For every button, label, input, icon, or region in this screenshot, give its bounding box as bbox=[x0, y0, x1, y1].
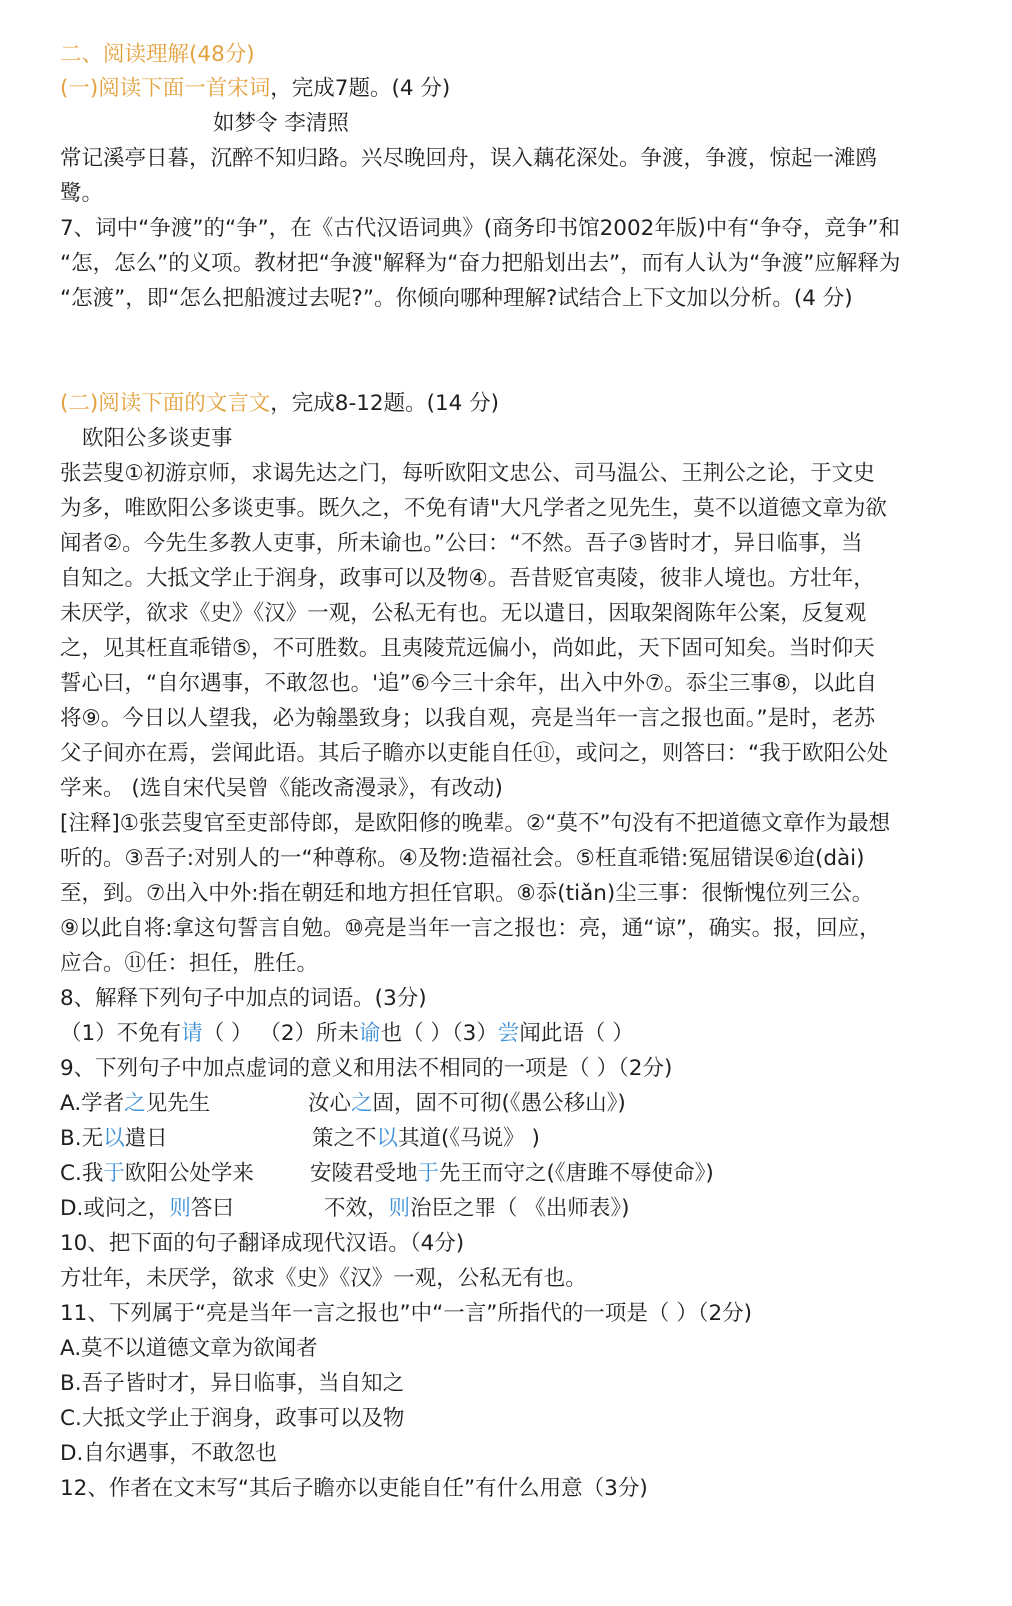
passage-title: 欧阳公多谈吏事 bbox=[82, 426, 233, 451]
part2-heading-rest: ，完成8-12题。(14 分) bbox=[270, 391, 500, 416]
q11-option: D.自尔遇事，不敢忽也 bbox=[60, 1441, 277, 1466]
option-text: 遣日 bbox=[124, 1126, 168, 1151]
notes-line: 至，到。⑦出入中外:指在朝廷和地方担任官职。⑧忝(tiǎn)尘三事：很惭愧位列三公。 bbox=[60, 881, 874, 906]
dotted-word: 于 bbox=[103, 1161, 125, 1186]
q8-items bbox=[60, 1016, 960, 1051]
option-text: 其道(《马说》 ) bbox=[398, 1126, 540, 1151]
passage-line: 将⑨。今日以人望我，必为翰墨致身；以我自观，亮是当年一言之报也面。”是时，老苏 bbox=[60, 706, 876, 731]
option-right bbox=[312, 1121, 540, 1156]
q8-text: 也（ ）（3） bbox=[380, 1021, 498, 1046]
passage-line: 张芸叟①初游京师，求谒先达之门，每听欧阳文忠公、司马温公、王荆公之论，于文史 bbox=[60, 461, 875, 486]
q11-stem: 11、下列属于“亮是当年一言之报也”中“一言”所指代的一项是（ ）（2分) bbox=[60, 1301, 753, 1326]
notes-line: [注释]①张芸叟官至吏部侍郎，是欧阳修的晚辈。②“莫不”句没有不把道德文章作为最想 bbox=[60, 811, 891, 836]
q8-text: 闻此语（ ） bbox=[519, 1021, 634, 1046]
q11-option: B.吾子皆时才，异日临事，当自知之 bbox=[60, 1371, 405, 1396]
q8-dotted-word: 谕 bbox=[359, 1021, 381, 1046]
q7-line: “怎，怎么”的义项。教材把“争渡"解释为“奋力把船划出去”，而有人认为“争渡”应解释为 bbox=[60, 251, 901, 276]
passage-line: 父子间亦在焉，尝闻此语。其后子瞻亦以吏能自任⑪，或问之，则答曰：“我于欧阳公处 bbox=[60, 741, 889, 766]
q8-text: （ ） （2）所未 bbox=[202, 1021, 360, 1046]
dotted-word: 以 bbox=[103, 1126, 125, 1151]
part2-heading-colored: (二)阅读下面的文言文 bbox=[60, 391, 271, 416]
q8-stem: 8、解释下列句子中加点的词语。(3分) bbox=[60, 986, 427, 1011]
option-text: 见先生 bbox=[145, 1091, 211, 1116]
notes-line: 应合。⑪任：担任，胜任。 bbox=[60, 951, 319, 976]
option-text: 汝心 bbox=[308, 1091, 352, 1116]
poem-line: 常记溪亭日暮，沉醉不知归路。兴尽晚回舟，误入藕花深处。争渡，争渡，惊起一滩鸥 bbox=[60, 146, 878, 171]
option-text: 策之不 bbox=[312, 1126, 377, 1151]
part2-heading bbox=[60, 386, 960, 421]
poem-title: 如梦令 李清照 bbox=[213, 111, 349, 136]
passage-line: 为多，唯欧阳公多谈吏事。既久之，不免有请"大凡学者之见先生，莫不以道德文章为欲 bbox=[60, 496, 887, 521]
passage-line: 自知之。大抵文学止于润身，政事可以及物④。吾昔贬官夷陵，彼非人境也。方壮年， bbox=[60, 566, 875, 591]
q11-option: A.莫不以道德文章为欲闻者 bbox=[60, 1336, 318, 1361]
passage-line: 闻者②。今先生多教人吏事，所未谕也。”公曰：“不然。吾子③皆时才，异日临事，当 bbox=[60, 531, 863, 556]
q7-line: 7、词中“争渡”的“争”，在《古代汉语词典》(商务印书馆2002年版)中有“争夺，竞争”和 bbox=[60, 216, 901, 241]
dotted-word: 则 bbox=[388, 1196, 411, 1221]
option-text: 治臣之罪（ 《出师表》) bbox=[410, 1196, 630, 1221]
q9-option-b bbox=[60, 1121, 960, 1156]
poem-line: 鹭。 bbox=[60, 181, 104, 206]
q12-stem: 12、作者在文末写“其后子瞻亦以吏能自任”有什么用意（3分) bbox=[60, 1476, 648, 1501]
option-right bbox=[310, 1156, 714, 1191]
q11-option: C.大抵文学止于润身，政事可以及物 bbox=[60, 1406, 405, 1431]
passage-line: 之，见其枉直乖错⑤，不可胜数。且夷陵荒远偏小，尚如此，天下固可知矣。当时仰天 bbox=[60, 636, 875, 661]
passage-line: 誓心曰，“自尔遇事，不敢忽也。'追”⑥今三十余年，出入中外⑦。忝尘三事⑧，以此自 bbox=[60, 671, 878, 696]
option-text: 不效， bbox=[324, 1196, 389, 1221]
q8-dotted-word: 尝 bbox=[497, 1021, 520, 1046]
option-right bbox=[308, 1086, 626, 1121]
option-text: 欧阳公处学来 bbox=[124, 1161, 254, 1186]
option-text: 安陵君受地 bbox=[310, 1161, 418, 1186]
option-text: 答曰 bbox=[190, 1196, 234, 1221]
q9-option-c bbox=[60, 1156, 960, 1191]
option-text: 固，固不可彻(《愚公移山》) bbox=[372, 1091, 626, 1116]
q10-sentence: 方壮年，未厌学，欲求《史》《汉》一观，公私无有也。 bbox=[60, 1266, 587, 1291]
q9-stem: 9、下列句子中加点虚词的意义和用法不相同的一项是（ ）（2分) bbox=[60, 1056, 673, 1081]
option-right bbox=[324, 1191, 630, 1226]
part1-heading-rest: ，完成7题。(4 分) bbox=[270, 76, 451, 101]
passage-line: 学来。 (选自宋代吴曾《能改斋漫录》，有改动) bbox=[60, 776, 503, 801]
passage-line: 未厌学，欲求《史》《汉》一观，公私无有也。无以遣日，因取架阁陈年公案，反复观 bbox=[60, 601, 867, 626]
q8-dotted-word: 请 bbox=[181, 1021, 203, 1046]
dotted-word: 于 bbox=[417, 1161, 440, 1186]
q7-line: “怎渡”，即“怎么把船渡过去呢?”。你倾向哪种理解?试结合上下文加以分析。(4 分) bbox=[60, 286, 853, 311]
option-text: 先王而守之(《唐雎不辱使命》) bbox=[439, 1161, 714, 1186]
option-text: A.学者 bbox=[60, 1091, 125, 1116]
dotted-word: 以 bbox=[376, 1126, 399, 1151]
part1-heading-colored: (一)阅读下面一首宋词 bbox=[60, 76, 271, 101]
notes-line: ⑨以此自将:拿这句誓言自勉。⑩亮是当年一言之报也：亮，通“谅”，确实。报，回应， bbox=[60, 916, 881, 941]
dotted-word: 之 bbox=[124, 1091, 146, 1116]
dotted-word: 则 bbox=[169, 1196, 191, 1221]
option-text: B.无 bbox=[60, 1126, 104, 1151]
dotted-word: 之 bbox=[351, 1091, 373, 1116]
notes-line: 听的。③吾子:对别人的一“种尊称。④及物:造福社会。⑤枉直乖错:冤屈错误⑥迨(dài) bbox=[60, 846, 865, 871]
q9-option-d bbox=[60, 1191, 960, 1226]
option-text: D.或问之， bbox=[60, 1196, 170, 1221]
part1-heading bbox=[60, 71, 960, 106]
section-title: 二、阅读理解(48分) bbox=[60, 42, 255, 67]
q10-stem: 10、把下面的句子翻译成现代汉语。（4分) bbox=[60, 1231, 465, 1256]
option-text: C.我 bbox=[60, 1161, 104, 1186]
q8-text: （1）不免有 bbox=[60, 1021, 182, 1046]
q9-option-a bbox=[60, 1086, 960, 1121]
